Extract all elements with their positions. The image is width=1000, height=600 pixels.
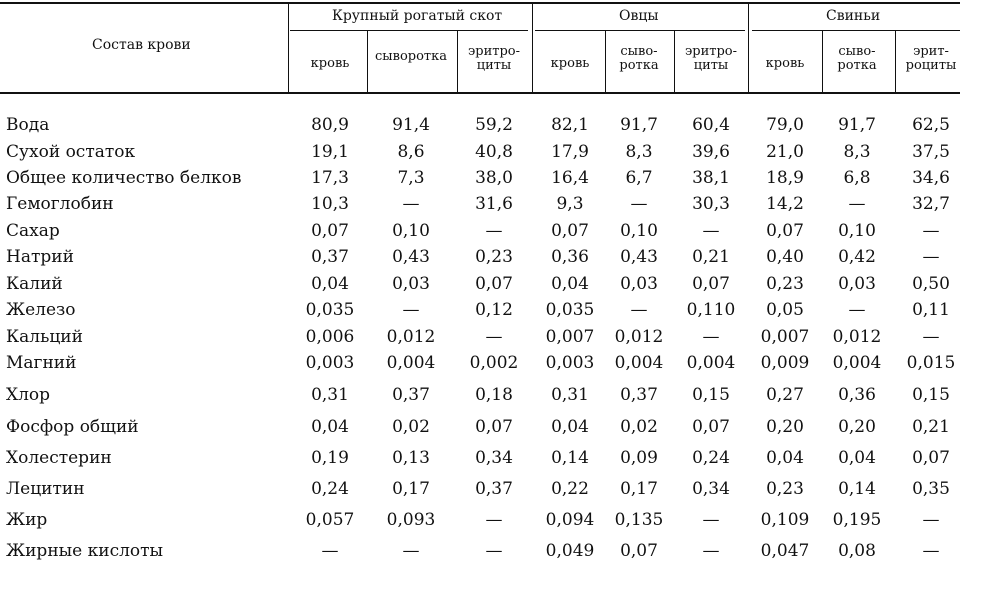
table-cell: 8,3 — [625, 142, 653, 162]
column-header: кровь — [550, 56, 590, 71]
group-rule-pigs — [752, 30, 960, 31]
table-cell: — — [402, 300, 420, 320]
table-cell: 60,4 — [692, 115, 730, 135]
table-cell: 39,6 — [692, 142, 730, 162]
row-label: Натрий — [6, 247, 74, 267]
table-cell: 0,08 — [838, 541, 876, 561]
table-cell: 0,03 — [620, 274, 658, 294]
column-header: эритро- циты — [685, 44, 737, 73]
table-cell: — — [922, 221, 940, 241]
group-header-pigs: Свиньи — [826, 8, 881, 24]
table-cell: 0,07 — [311, 221, 349, 241]
vrule — [288, 3, 289, 92]
row-label: Сахар — [6, 221, 60, 241]
table-cell: 59,2 — [475, 115, 513, 135]
table-cell: 0,22 — [551, 479, 589, 499]
table-cell: 0,34 — [475, 448, 513, 468]
table-cell: 0,31 — [551, 385, 589, 405]
table-cell: 0,18 — [475, 385, 513, 405]
table-cell: 0,110 — [686, 300, 736, 320]
column-header: эрит- роциты — [905, 44, 957, 73]
table-cell: — — [702, 327, 720, 347]
table-cell: 0,37 — [311, 247, 349, 267]
table-cell: 0,14 — [838, 479, 876, 499]
column-header: сыво- ротка — [837, 44, 877, 73]
table-cell: 0,07 — [620, 541, 658, 561]
table-cell: 0,21 — [912, 417, 950, 437]
vrule — [895, 31, 896, 92]
table-cell: 16,4 — [551, 168, 589, 188]
table-cell: — — [485, 221, 503, 241]
table-cell: 0,10 — [620, 221, 658, 241]
table-cell: 0,42 — [838, 247, 876, 267]
table-cell: 34,6 — [912, 168, 950, 188]
table-cell: 0,50 — [912, 274, 950, 294]
row-label: Кальций — [6, 327, 83, 347]
table-cell: 0,004 — [686, 353, 736, 373]
table-cell: 0,195 — [832, 510, 882, 530]
row-label: Сухой остаток — [6, 142, 136, 162]
table-cell: 0,10 — [838, 221, 876, 241]
header-bottom-rule — [0, 92, 960, 94]
table-cell: 18,9 — [766, 168, 804, 188]
table-cell: 0,003 — [545, 353, 595, 373]
table-cell: 6,8 — [843, 168, 871, 188]
table-cell: 0,17 — [392, 479, 430, 499]
table-cell: 0,093 — [386, 510, 436, 530]
row-label-header: Состав крови — [92, 37, 191, 53]
header-top-rule — [0, 2, 960, 4]
table-cell: 0,07 — [475, 417, 513, 437]
table-cell: — — [485, 327, 503, 347]
vrule — [605, 31, 606, 92]
table-cell: 0,37 — [392, 385, 430, 405]
table-cell: 0,23 — [766, 274, 804, 294]
table-cell: — — [848, 194, 866, 214]
row-label: Хлор — [6, 385, 51, 405]
table-cell: 62,5 — [912, 115, 950, 135]
column-header: кровь — [310, 56, 350, 71]
table-cell: 0,04 — [838, 448, 876, 468]
vrule — [367, 31, 368, 92]
table-cell: 0,02 — [392, 417, 430, 437]
table-cell: 0,047 — [760, 541, 810, 561]
row-label: Жирные кислоты — [6, 541, 164, 561]
table-cell: 0,135 — [614, 510, 664, 530]
table-cell: 0,40 — [766, 247, 804, 267]
table-cell: 31,6 — [475, 194, 513, 214]
table-cell: 0,012 — [832, 327, 882, 347]
table-cell: 6,7 — [625, 168, 653, 188]
table-cell: 0,20 — [838, 417, 876, 437]
table-cell: 0,007 — [760, 327, 810, 347]
table-cell: 0,23 — [766, 479, 804, 499]
table-cell: 19,1 — [311, 142, 349, 162]
table-cell: 0,004 — [832, 353, 882, 373]
group-rule-cattle — [290, 30, 528, 31]
table-cell: 0,015 — [906, 353, 956, 373]
table-cell: — — [402, 541, 420, 561]
table-cell: — — [702, 541, 720, 561]
vrule — [822, 31, 823, 92]
table-cell: 0,31 — [311, 385, 349, 405]
table-cell: 0,109 — [760, 510, 810, 530]
table-cell: 0,34 — [692, 479, 730, 499]
table-cell: 0,04 — [551, 417, 589, 437]
table-cell: 0,004 — [614, 353, 664, 373]
table-cell: 0,04 — [766, 448, 804, 468]
table-cell: 79,0 — [766, 115, 804, 135]
group-header-cattle: Крупный рогатый скот — [332, 8, 503, 24]
table-cell: 0,057 — [305, 510, 355, 530]
table-cell: 0,15 — [912, 385, 950, 405]
row-label: Общее количество белков — [6, 168, 242, 188]
table-cell: 38,0 — [475, 168, 513, 188]
table-cell: 0,04 — [311, 274, 349, 294]
column-header: сыво- ротка — [619, 44, 659, 73]
table-cell: 38,1 — [692, 168, 730, 188]
table-cell: 80,9 — [311, 115, 349, 135]
table-cell: — — [485, 541, 503, 561]
table-cell: 0,094 — [545, 510, 595, 530]
table-cell: 30,3 — [692, 194, 730, 214]
table-cell: 0,43 — [620, 247, 658, 267]
table-cell: 40,8 — [475, 142, 513, 162]
row-label: Железо — [6, 300, 76, 320]
table-cell: 0,27 — [766, 385, 804, 405]
table-cell: 0,24 — [311, 479, 349, 499]
row-label: Жир — [6, 510, 48, 530]
row-label: Холестерин — [6, 448, 112, 468]
table-cell: 0,002 — [469, 353, 519, 373]
table-cell: 0,07 — [692, 274, 730, 294]
table-cell: 0,19 — [311, 448, 349, 468]
table-cell: 0,24 — [692, 448, 730, 468]
row-label: Лецитин — [6, 479, 85, 499]
table-cell: 91,7 — [620, 115, 658, 135]
vrule — [532, 3, 533, 92]
table-cell: 0,36 — [551, 247, 589, 267]
table-cell: 8,3 — [843, 142, 871, 162]
table-cell: 82,1 — [551, 115, 589, 135]
table-cell: 0,007 — [545, 327, 595, 347]
table-cell: 0,09 — [620, 448, 658, 468]
table-cell: 17,3 — [311, 168, 349, 188]
table-cell: — — [922, 327, 940, 347]
table-cell: 0,11 — [912, 300, 950, 320]
table-cell: — — [848, 300, 866, 320]
table-cell: 0,009 — [760, 353, 810, 373]
table-cell: — — [402, 194, 420, 214]
row-label: Вода — [6, 115, 50, 135]
table-cell: 0,37 — [620, 385, 658, 405]
table-cell: 0,20 — [766, 417, 804, 437]
column-header: эритро- циты — [468, 44, 520, 73]
table-cell: — — [702, 510, 720, 530]
table-cell: 0,15 — [692, 385, 730, 405]
table-cell: 0,17 — [620, 479, 658, 499]
table-cell: 0,004 — [386, 353, 436, 373]
table-cell: — — [922, 510, 940, 530]
vrule — [748, 3, 749, 92]
table-cell: 0,07 — [475, 274, 513, 294]
vrule — [674, 31, 675, 92]
vrule — [457, 31, 458, 92]
table-cell: 0,35 — [912, 479, 950, 499]
table-cell: — — [321, 541, 339, 561]
table-cell: 0,13 — [392, 448, 430, 468]
table-cell: — — [630, 194, 648, 214]
table-cell: — — [922, 247, 940, 267]
table-cell: — — [702, 221, 720, 241]
table-cell: 0,07 — [692, 417, 730, 437]
table-cell: 0,21 — [692, 247, 730, 267]
table-cell: 10,3 — [311, 194, 349, 214]
table-cell: 0,035 — [305, 300, 355, 320]
table-cell: 17,9 — [551, 142, 589, 162]
table-cell: 0,23 — [475, 247, 513, 267]
table-cell: 0,006 — [305, 327, 355, 347]
table-cell: 0,14 — [551, 448, 589, 468]
table-cell: 0,05 — [766, 300, 804, 320]
table-cell: 14,2 — [766, 194, 804, 214]
table-cell: 91,4 — [392, 115, 430, 135]
table-cell: 0,07 — [912, 448, 950, 468]
row-label: Калий — [6, 274, 63, 294]
table-cell: 0,10 — [392, 221, 430, 241]
table-cell: 0,07 — [766, 221, 804, 241]
table-cell: 0,03 — [838, 274, 876, 294]
table-cell: 0,07 — [551, 221, 589, 241]
table-cell: 0,37 — [475, 479, 513, 499]
table-cell: 0,36 — [838, 385, 876, 405]
table-cell: 9,3 — [556, 194, 584, 214]
table-cell: 0,04 — [551, 274, 589, 294]
group-header-sheep: Овцы — [619, 8, 659, 24]
table-cell: 0,012 — [386, 327, 436, 347]
group-rule-sheep — [535, 30, 745, 31]
row-label: Магний — [6, 353, 77, 373]
table-cell: 0,012 — [614, 327, 664, 347]
table-cell: 0,035 — [545, 300, 595, 320]
table-cell: — — [485, 510, 503, 530]
table-cell: 21,0 — [766, 142, 804, 162]
row-label: Гемоглобин — [6, 194, 114, 214]
table-cell: 91,7 — [838, 115, 876, 135]
table-cell: 0,03 — [392, 274, 430, 294]
table-cell: 0,12 — [475, 300, 513, 320]
table-cell: 8,6 — [397, 142, 425, 162]
table-cell: 32,7 — [912, 194, 950, 214]
table-cell: 0,049 — [545, 541, 595, 561]
column-header: сыворотка — [375, 49, 447, 64]
table-cell: 0,04 — [311, 417, 349, 437]
row-label: Фосфор общий — [6, 417, 139, 437]
table-cell: — — [630, 300, 648, 320]
table-cell: 0,02 — [620, 417, 658, 437]
column-header: кровь — [765, 56, 805, 71]
table-cell: 7,3 — [397, 168, 425, 188]
table-cell: 0,43 — [392, 247, 430, 267]
table-cell: 0,003 — [305, 353, 355, 373]
table-cell: 37,5 — [912, 142, 950, 162]
table-cell: — — [922, 541, 940, 561]
